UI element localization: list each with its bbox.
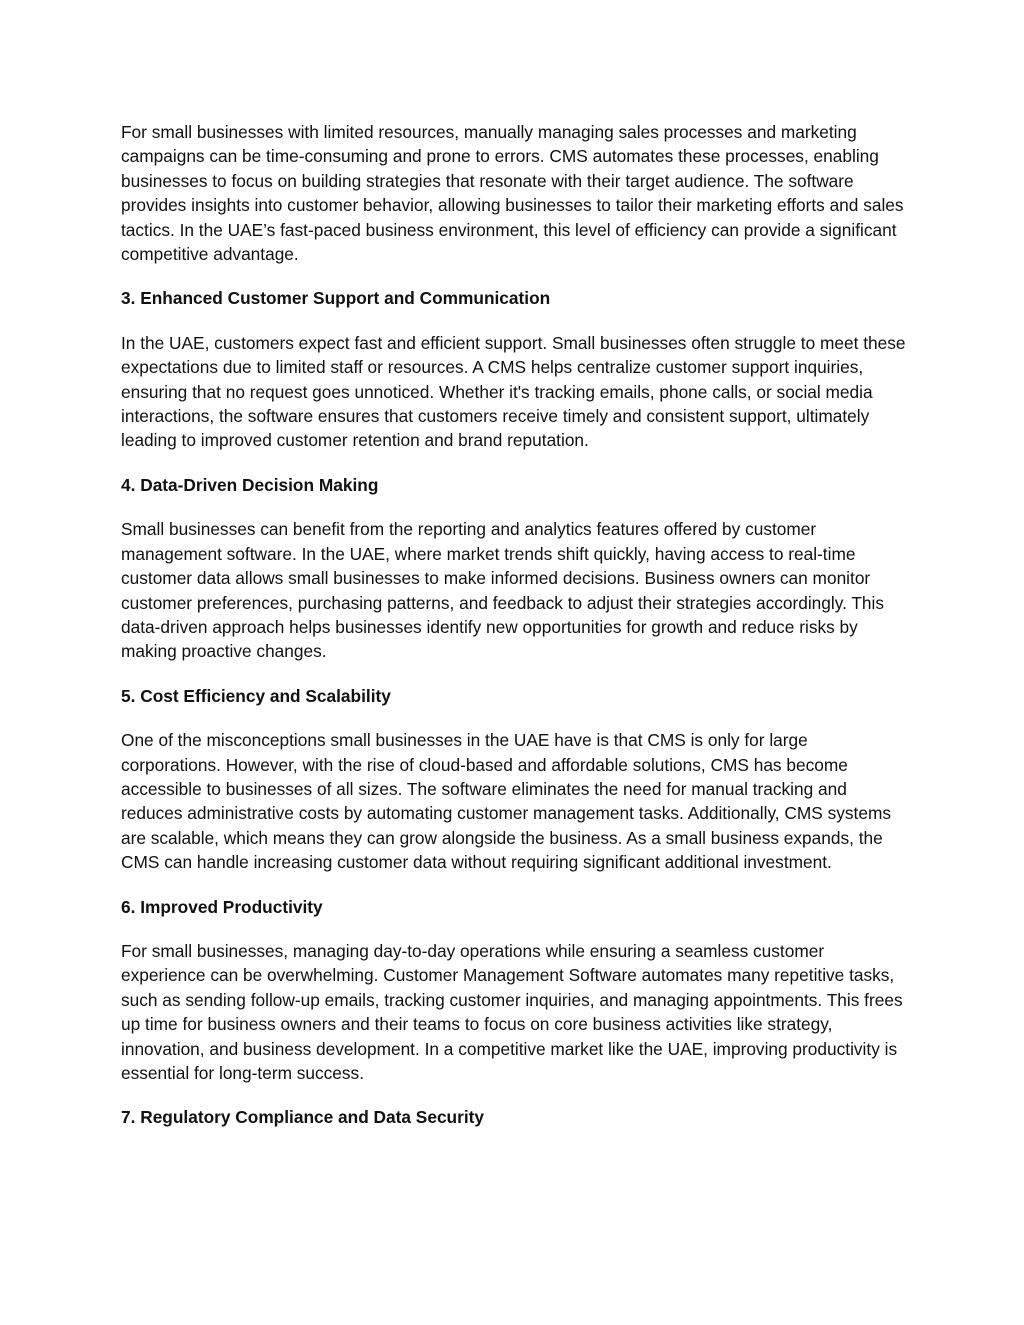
paragraph-customer-support: In the UAE, customers expect fast and efficient support. Small businesses often struggle to meet these expectations due to limited staff or resources. A CMS helps centralize customer support inquiries, ensuring that no request goes unnoticed. Whether it's tracking emails, phone calls, or social media interactions, the software ensures that customers receive timely and consistent support, ultimately leading to improved customer retention and brand reputation. bbox=[121, 332, 906, 451]
section-heading-regulatory-compliance: 7. Regulatory Compliance and Data Security bbox=[121, 1107, 485, 1128]
section-heading-cost-efficiency: 5. Cost Efficiency and Scalability bbox=[121, 685, 391, 706]
section-heading-productivity: 6. Improved Productivity bbox=[121, 896, 323, 917]
paragraph-productivity: For small businesses, managing day-to-day operations while ensuring a seamless customer experience can be overwhelming. Customer Management Software automates many repetitive tasks, such as sending follow-up emails, tracking customer inquiries, and managing appointments. This frees up time for business owners and their teams to focus on core business activities like strategy, innovation, and business development. In a competitive market like the UAE, improving productivity is essential for long-term success. bbox=[121, 940, 903, 1083]
paragraph-cost-efficiency: One of the misconceptions small businesses in the UAE have is that CMS is only for large corporations. However, with the rise of cloud-based and affordable solutions, CMS has become accessible to businesses of all sizes. The software eliminates the need for manual tracking and reduces administrative costs by automating customer management tasks. Additionally, CMS systems are scalable, which means they can grow alongside the business. As a small business expands, the CMS can handle increasing customer data without requiring significant additional investment. bbox=[121, 730, 891, 873]
section-heading-customer-support: 3. Enhanced Customer Support and Communication bbox=[121, 288, 551, 309]
document-page bbox=[121, 120, 911, 1150]
paragraph-data-driven: Small businesses can benefit from the reporting and analytics features offered by customer management software. In the UAE, where market trends shift quickly, having access to real-time customer data allows small businesses to make informed decisions. Business owners can monitor customer preferences, purchasing patterns, and feedback to adjust their strategies accordingly. This data-driven approach helps businesses identify new opportunities for growth and reduce risks by making proactive changes. bbox=[121, 519, 885, 662]
section-heading-data-driven: 4. Data-Driven Decision Making bbox=[121, 474, 379, 495]
paragraph-marketing-automation: For small businesses with limited resources, manually managing sales processes and marketing campaigns can be time-consuming and prone to errors. CMS automates these processes, enabling businesses to focus on building strategies that resonate with their target audience. The software provides insights into customer behavior, allowing businesses to tailor their marketing efforts and sales tactics. In the UAE’s fast-paced business environment, this level of efficiency can provide a significant competitive advantage. bbox=[121, 122, 904, 265]
